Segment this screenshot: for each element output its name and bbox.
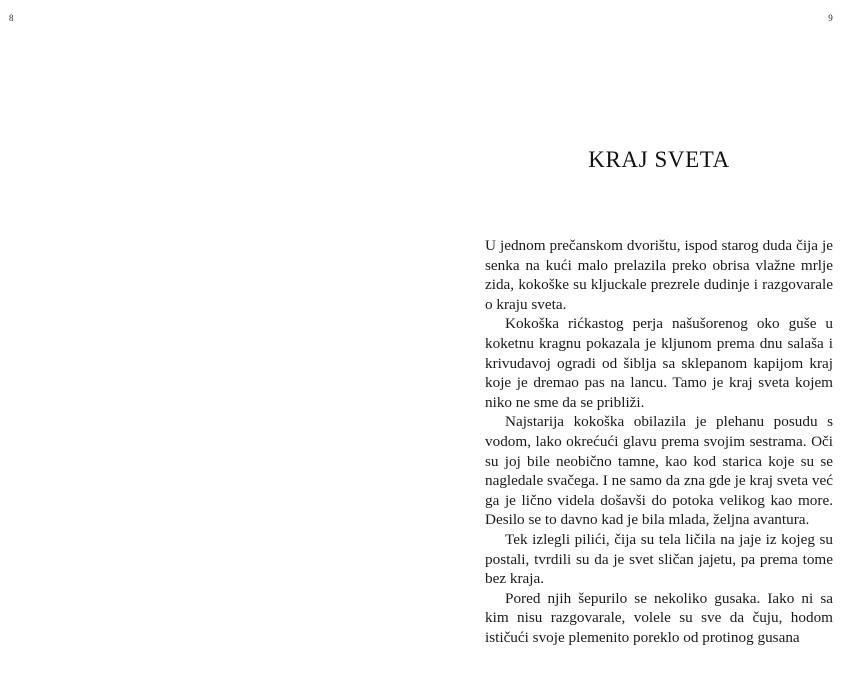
paragraph: U jednom prečanskom dvorištu, ispod starog duda čija je senka na kući malo prelazila preko obrisa vlažne mrlje zida, kokoške su kljuckale prezrele dudinje i razgovarale o kraju sveta.: [485, 237, 833, 313]
page-number-recto: 9: [828, 13, 833, 23]
paragraph: Kokoška rićkastog perja našušorenog oko guše u koketnu kragnu pokazala je kljunom prema dnu salaša i krivudavoj ogradi od šiblja sa sklepanom kapijom kraj koje je dremao pas na lancu. Tamo je kraj sveta kojem niko ne sme da se približi.: [485, 315, 833, 411]
paragraph: Pored njih šepurilo se nekoliko gusaka. Iako ni sa kim nisu razgovarale, volele su sve da čuju, hodom ističući svoje plemenito poreklo od protinog gusana: [485, 589, 833, 646]
chapter-title: KRAJ SVETA: [588, 147, 730, 172]
page-number-verso: 8: [9, 13, 14, 23]
body-copy: [485, 236, 833, 647]
verso-page: [0, 0, 432, 700]
recto-page: [432, 0, 865, 700]
paragraph: Najstarija kokoška obilazila je plehanu posudu s vodom, lako okrećući glavu prema svojim sestrama. Oči su joj bile neobično tamne, kao kod starica koje su se nagledale svačega. I ne samo da zna gde je kraj sveta već ga je lično videla došavši do potoka velikog kao more. Desilo se to davno kad je bila mlada, željna avantura.: [485, 413, 833, 529]
paragraph: Tek izlegli pilići, čija su tela ličila na jaje iz kojeg su postali, tvrdili su da je svet sličan jajetu, pa prema tome bez kraja.: [485, 530, 833, 588]
